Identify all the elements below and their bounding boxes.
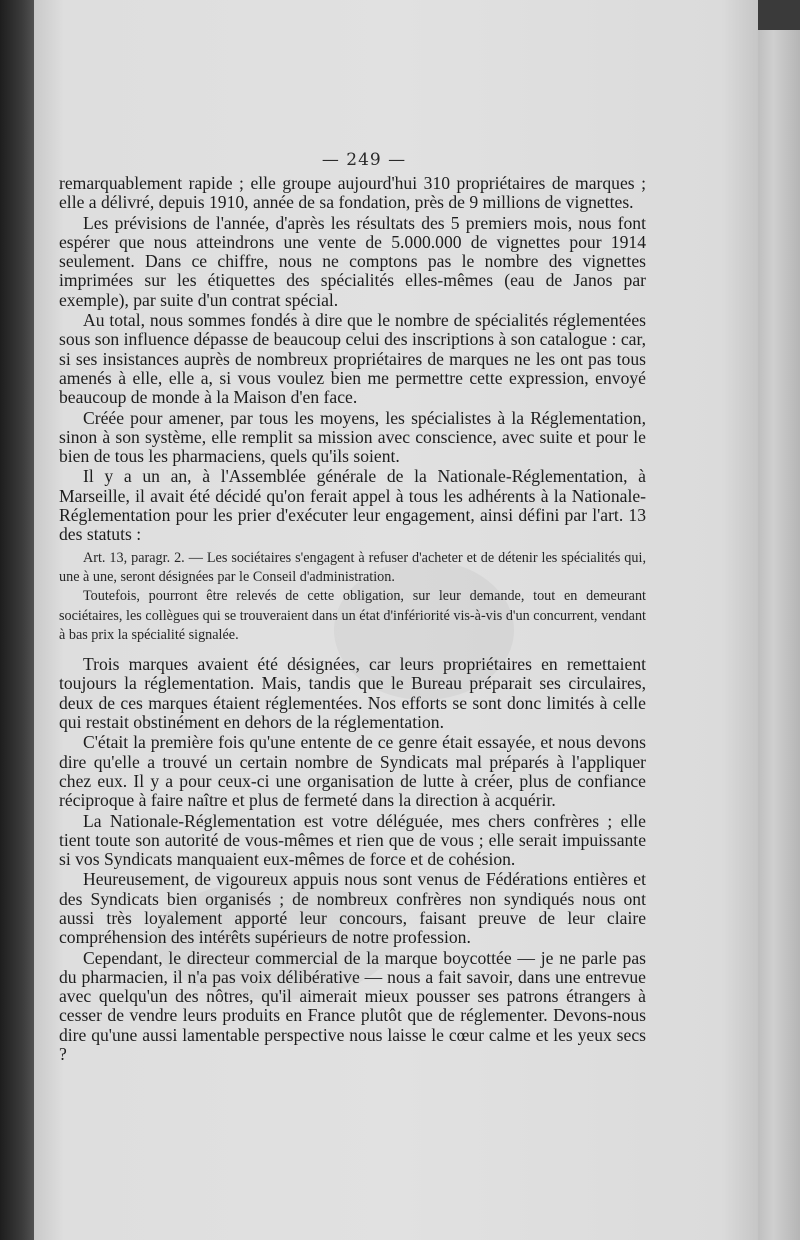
- statute-quote: Art. 13, paragr. 2. — Les sociétaires s'engagent à refuser d'acheter et de détenir les spécialités qui, une à une, seront désignées par le Conseil d'administration.: [59, 549, 646, 585]
- paragraph: Cependant, le directeur commercial de la marque boycottée — je ne parle pas du pharmacien, il n'a pas voix délibérative — nous a fait savoir, dans une entrevue avec quelqu'un des nôtres, qu'il aimerait mieux pousser ses patrons étrangers à cesser de vendre leurs produits en France plutôt que de réglementer. Devons-nous dire qu'une aussi lamentable perspective nous laisse le cœur calme et les yeux secs ?: [59, 947, 646, 1065]
- book-spine-shadow: [0, 0, 38, 1240]
- paragraph: Trois marques avaient été désignées, car leurs propriétaires en remettaient toujours la réglementation. Mais, tandis que le Bureau préparait ses circulaires, deux de ces marques étaient réglementées. Nos efforts se sont donc limités à celle qui restait obstinément en dehors de la réglementation.: [59, 654, 646, 733]
- book-page: [34, 0, 758, 1240]
- paragraph: Au total, nous sommes fondés à dire que le nombre de spécialités réglementées sous son influence dépasse de beaucoup celui des inscriptions à son catalogue : car, si ses insistances auprès de nombreux propriétaires de marques ne les ont pas tous amenés à elle, elle a, si vous voulez bien me permettre cette expression, envoyé beaucoup de monde à la Maison d'en face.: [59, 310, 646, 408]
- paragraph: Les prévisions de l'année, d'après les résultats des 5 premiers mois, nous font espérer que nous atteindrons une vente de 5.000.000 de vignettes pour 1914 seulement. Dans ce chiffre, nous ne comptons pas le nombre des vignettes imprimées sur les étiquettes des spécialités elles-mêmes (eau de Janos par exemple), par suite d'un contrat spécial.: [59, 212, 646, 310]
- paragraph: Heureusement, de vigoureux appuis nous sont venus de Fédérations entières et des Syndicats bien organisés ; de nombreux confrères non syndiqués nous ont aussi très loyalement apporté leur concours, faisant preuve de leur claire compréhension des intérêts supérieurs de notre profession.: [59, 869, 646, 948]
- page-edge: [756, 30, 800, 1240]
- paragraph: C'était la première fois qu'une entente de ce genre était essayée, et nous devons dire qu'elle a trouvé un certain nombre de Syndicats mal préparés à l'appliquer chez eux. Il y a pour ceux-ci une organisation de lutte à créer, plus de confiance réciproque à faire naître et plus de fermeté dans la direction à acquérir.: [59, 732, 646, 811]
- paragraph: Créée pour amener, par tous les moyens, les spécialistes à la Réglementation, sinon à son système, elle remplit sa mission avec conscience, avec suite et pour le bien de tous les pharmaciens, quels qu'ils soient.: [59, 407, 646, 467]
- paragraph: La Nationale-Réglementation est votre déléguée, mes chers confrères ; elle tient toute son autorité de vous-mêmes et rien que de vous ; elle serait impuissante si vos Syndicats manquaient eux-mêmes de force et de cohésion.: [59, 810, 646, 870]
- paragraph: Il y a un an, à l'Assemblée générale de la Nationale-Réglementation, à Marseille, il avait été décidé qu'on ferait appel à tous les adhérents à la Nationale-Réglementation pour les prier d'exécuter leur engagement, ainsi défini par l'art. 13 des statuts :: [59, 466, 646, 545]
- page-number: — 249 —: [321, 150, 407, 170]
- statute-quote: Toutefois, pourront être relevés de cette obligation, sur leur demande, tout en demeurant sociétaires, les collègues qui se trouveraient dans un état d'infériorité vis-à-vis d'un concurrent, vendant à bas prix la spécialité signalée.: [59, 588, 646, 643]
- paragraph: remarquablement rapide ; elle groupe aujourd'hui 310 propriétaires de marques ; elle a délivré, depuis 1910, année de sa fondation, près de 9 millions de vignettes.: [59, 173, 646, 213]
- body-text: [59, 174, 646, 1064]
